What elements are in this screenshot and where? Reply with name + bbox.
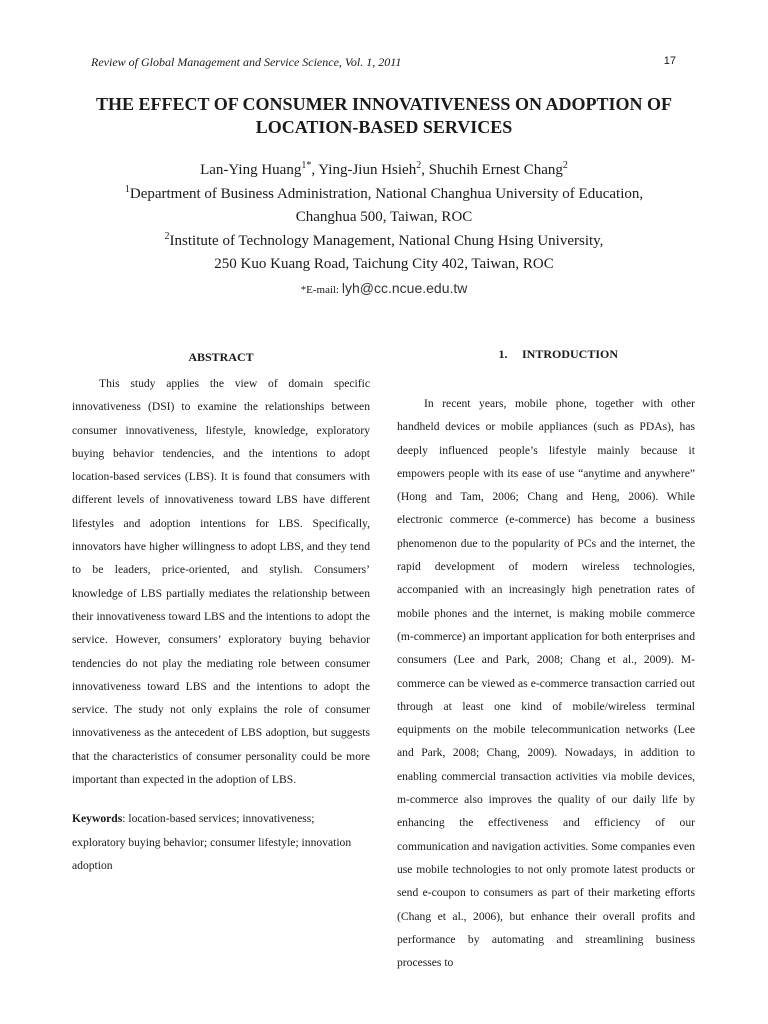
email-address: lyh@cc.ncue.edu.tw (341, 279, 468, 296)
author-line (40, 159, 728, 183)
right-column (397, 343, 695, 974)
paper-title: THE EFFECT OF CONSUMER INNOVATIVENESS ON ADOPTION OF LOCATION-BASED SERVICES (96, 94, 672, 137)
affiliation-1 (40, 183, 728, 207)
keywords-text: : location-based services; innovativeness; exploratory buying behavior; consumer lifestyle; innovation adoption (72, 812, 352, 872)
author-mark: 1* (301, 160, 312, 171)
affiliation-2-address: 250 Kuo Kuang Road, Taichung City 402, Taiwan, ROC (214, 256, 554, 272)
author-name: Shuchih Ernest Chang (428, 162, 563, 178)
affiliation-1-address: Changhua 500, Taiwan, ROC (295, 209, 473, 225)
abstract-heading: ABSTRACT (188, 350, 254, 364)
left-column (72, 346, 370, 877)
journal-citation: Review of Global Management and Service Science, Vol. 1, 2011 (91, 55, 402, 69)
email-line (40, 277, 728, 303)
author-block (40, 159, 728, 302)
affiliation-2 (40, 230, 728, 254)
author-name: Lan-Ying Huang (200, 162, 302, 178)
keywords (72, 807, 370, 877)
author-mark: 2 (416, 160, 422, 171)
introduction-text: In recent years, mobile phone, together with other handheld devices or mobile appliances (such as PDAs), has deeply influenced people’s lifestyle mainly because it empowers people with its ease of use “anytime and anywhere” (Hong and Tam, 2006; Chang and Heng, 2006). While electronic commerce (e-commerce) has become a business phenomenon due to the popularity of PCs and the internet, the rapid development of modern wireless technologies, accompanied with an increasingly high penetration rates of mobile phones and the internet, is making mobile commerce (m-commerce) an important application for both enterprises and consumers (Lee and Park, 2008; Chang et al., 2009). M-commerce can be viewed as e-commerce transaction carried out through at least one kind of mobile/wireless terminal equipments on the mobile telecommunication networks (Lee and Park, 2008; Chang, 2009). Nowadays, in addition to enabling commercial transaction activities via mobile devices, m-commerce also improves the quality of our daily life by enhancing the effectiveness and efficiency of our communication and navigation activities. Some companies even use mobile technologies to not only promote latest products or send e-coupon to consumers as part of their marketing efforts (Chang et al., 2006), but enhance their overall profits and performance by automating and streamlining business processes to (397, 397, 695, 970)
page-number: 17 (663, 55, 676, 67)
keywords-label: Keywords (72, 812, 123, 826)
email-label: *E-mail: (300, 283, 342, 296)
affiliation-mark: 1 (124, 183, 130, 195)
author-separator: , (311, 162, 319, 178)
section-title: INTRODUCTION (521, 347, 618, 361)
author-mark: 2 (562, 160, 568, 171)
affiliation-mark: 2 (164, 230, 170, 242)
affiliation-line: Department of Business Administration, National Changhua University of Education, (129, 185, 644, 202)
section-number: 1. (498, 347, 508, 361)
author-name: Ying-Jiun Hsieh (318, 162, 417, 178)
abstract-text: This study applies the view of domain specific innovativeness (DSI) to examine the relationships between consumer innovativeness, lifestyle, knowledge, exploratory buying behavior tendencies, and the intentions to adopt location-based services (LBS). It is found that consumers with different levels of innovativeness toward LBS have different lifestyles and adoption intentions for LBS. Specifically, innovators have higher willingness to adopt LBS, and they tend to be leaders, price-oriented, and stylish. Consumers’ knowledge of LBS partially mediates the relationship between their innovativeness toward LBS and the intentions to adopt the service. However, consumers’ exploratory buying behavior tendencies do not play the mediating role between consumer innovativeness toward LBS and the intentions to adopt the service. The study not only explains the role of consumer innovativeness as the antecedent of LBS adoption, but suggests that the characteristics of consumer personality could be more important than expected in the adoption of LBS. (72, 377, 370, 787)
introduction-heading (397, 343, 695, 366)
running-head (91, 55, 676, 71)
affiliation-line: Institute of Technology Management, National Chung Hsing University, (169, 232, 604, 249)
author-separator: , (421, 162, 429, 178)
